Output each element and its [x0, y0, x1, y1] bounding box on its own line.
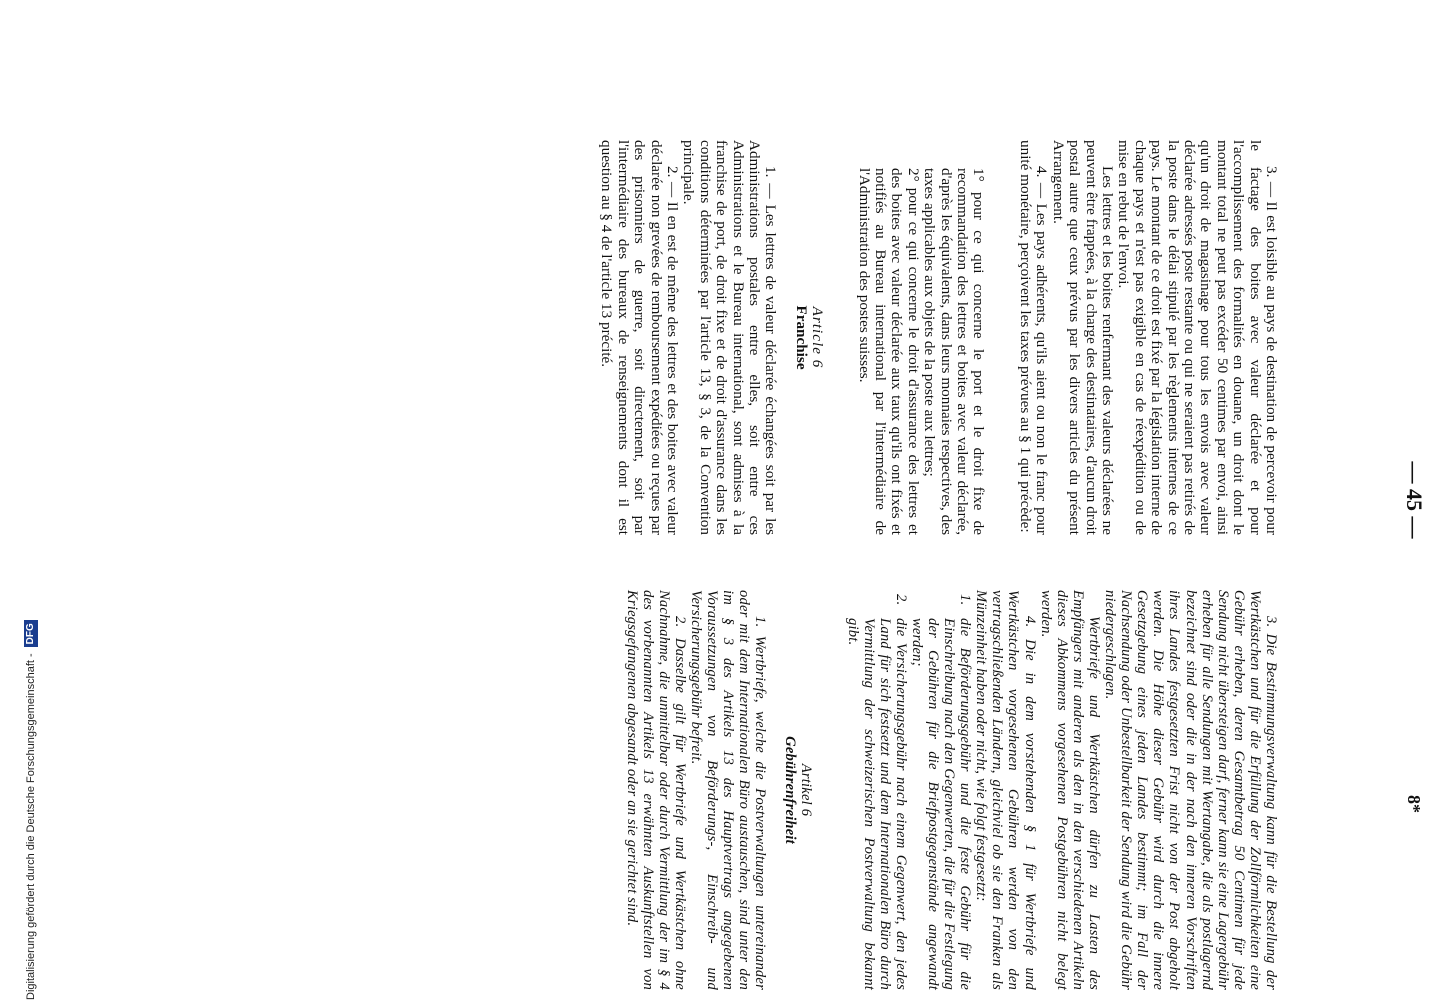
de-paragraph-4: 4. Die in dem vorstehenden § 1 für Wertbriefe und Wertkästchen vorgesehenen Gebühren werden von den vertragschließenden Ländern, gleichviel ob sie den Franken als Münzeinheit haben oder nicht, wie folgt festgesetzt:	[973, 590, 1038, 990]
fr-item-2-number: 2°	[904, 168, 922, 182]
fr-item-1-text: pour ce qui concerne le port et le droit fixe de recommandation des lettres et boites avec valeur déclarée, d'après les équivalents, dans leurs monnaies respectives, des taxes applicables aux objets de la poste aux lettres;	[921, 168, 988, 536]
fr-paragraph-4: 4. — Les pays adhérents, qu'ils aient ou non le franc pour unité monétaire, perçoivent les taxes prévues au § 1 qui précède:	[1016, 140, 1051, 535]
de-article-paragraph-1: 1. Wertbriefe, welche die Postverwaltungen untereinander oder mit dem Internationalen Büro austauschen, sind unter den im § 3 des Artikels 13 des Hauptvertrags angegebenen Voraussetzungen von Beförderungs-, Einschreib- und Versicherungsgebühr befreit.	[687, 590, 769, 990]
fr-article-paragraph-2: 2. — Il en est de même des lettres et des boites avec valeur déclarée non grevées de remboursement expédiées ou reçues par des prisonniers de guerre, soit directement, soit par l'intermédiaire des bureaux de renseignements dont il est question au § 4 de l'article 13 précité.	[598, 140, 681, 535]
dfg-logo-icon: DFG	[24, 620, 38, 647]
de-item-2-number: 2.	[892, 594, 909, 606]
de-item-1-text: die Beförderungsgebühr und die feste Gebühr für die Einschreibung nach den Gegenwerten, die für die Festlegung der Gebühren für die Briefpostgegenstände angewandt werden;	[908, 618, 974, 990]
digitization-notice	[0, 600, 37, 1000]
de-item-2	[844, 594, 909, 990]
fr-item-1-number: 1°	[970, 168, 988, 182]
de-item-2-text: die Versicherungsgebühr nach einem Gegenwert, den jedes Land für sich festsetzt und dem Internationalen Büro durch Vermittlung der schweizerischen Postverwaltung bekannt gibt.	[844, 618, 909, 990]
fr-item-2	[855, 168, 921, 535]
digitization-notice-text: Digitalisierung gefördert durch die Deutsche Forschungsgemeinschaft -	[25, 653, 37, 1000]
de-item-1-number: 1.	[957, 594, 974, 606]
fr-item-2-text: pour ce qui concerne le droit d'assurance des lettres et des boites avec valeur déclarée aux taux qu'ils ont fixés et notifiés au Bureau international par l'intermédiaire de l'Administration des postes suisses.	[855, 168, 922, 535]
de-paragraph-3b: Wertbriefe und Wertkästchen dürfen zu Lasten des Empfängers mit anderen als den in den verschiedenen Artikeln dieses Abkommens vorgesehenen Postgebühren nicht belegt werden.	[1037, 590, 1102, 990]
fr-paragraph-3b: Les lettres et les boites renfermant des valeurs déclarées ne peuvent être frappées, à la charge des destinataires, d'aucun droit postal autre que ceux prévus par les divers articles du présent Arrangement.	[1049, 140, 1116, 535]
fr-article-paragraph-1: 1. — Les lettres de valeur déclarée échangées soit par les Administrations postales entre elles, soit entre ces Administrations et le Bureau international, sont admises à la franchise de port, de droit fixe et de droit d'assurance dans les conditions déterminées par l'article 13, § 3, de la Convention principale.	[680, 140, 780, 535]
fr-paragraph-3: 3. — Il est loisible au pays de destination de percevoir pour le factage des boites avec valeur déclarée et pour l'accomplissement des formalités en douane, un droit dont le montant total ne peut pas excéder 50 centimes par envoi, ainsi qu'un droit de magasinage pour tous les envois avec valeur déclarée adressés poste restante ou qui ne seraient pas retirés de la poste dans le délai stipulé par les règlements internes de ce pays. Le montant de ce droit est fixé par la législation interne de chaque pays et n'est pas exigible en cas de réexpédition ou de mise en rebut de l'envoi.	[1115, 140, 1280, 535]
fr-item-1	[921, 168, 987, 535]
de-paragraph-3: 3. Die Bestimmungsverwaltung kann für die Bestellung der Wertkästchen und für die Erfüllung der Zollförmlichkeiten eine Gebühr erheben, deren Gesamtbetrag 50 Centimen für jede Sendung nicht übersteigen darf, ferner kann sie eine Lagergebühr erheben für alle Sendungen mit Wertangabe, die als postlagernd bezeichnet sind oder die in der nach den inneren Vorschriften ihres Landes festgesetzten Frist nicht von der Post abgeholt werden. Die Höhe dieser Gebühr wird durch die innere Gesetzgebung eines jeden Landes bestimmt; im Fall der Nachsendung oder Unbestellbarkeit der Sendung wird die Gebühr niedergeschlagen.	[1102, 590, 1279, 990]
fr-article-title: Franchise	[792, 305, 810, 370]
page-number: — 45 —	[1402, 461, 1427, 539]
de-article-paragraph-2: 2. Dasselbe gilt für Wertbriefe und Wertkästchen ohne Nachnahme, die unmittelbar oder durch Vermittlung der im § 4 des vorbenannten Artikels 13 erwähnten Auskunftstellen von Kriegsgefangenen abgesandt oder an sie gerichtet sind.	[623, 590, 688, 990]
french-column	[598, 140, 1279, 535]
fr-article-label: Article 6	[809, 306, 827, 369]
german-column	[623, 590, 1279, 990]
signature-mark: 8*	[1404, 795, 1424, 813]
de-article-label: Artikel 6	[798, 763, 815, 817]
de-article-title: Gebührenfreiheit	[782, 736, 799, 844]
de-item-1	[908, 594, 974, 990]
